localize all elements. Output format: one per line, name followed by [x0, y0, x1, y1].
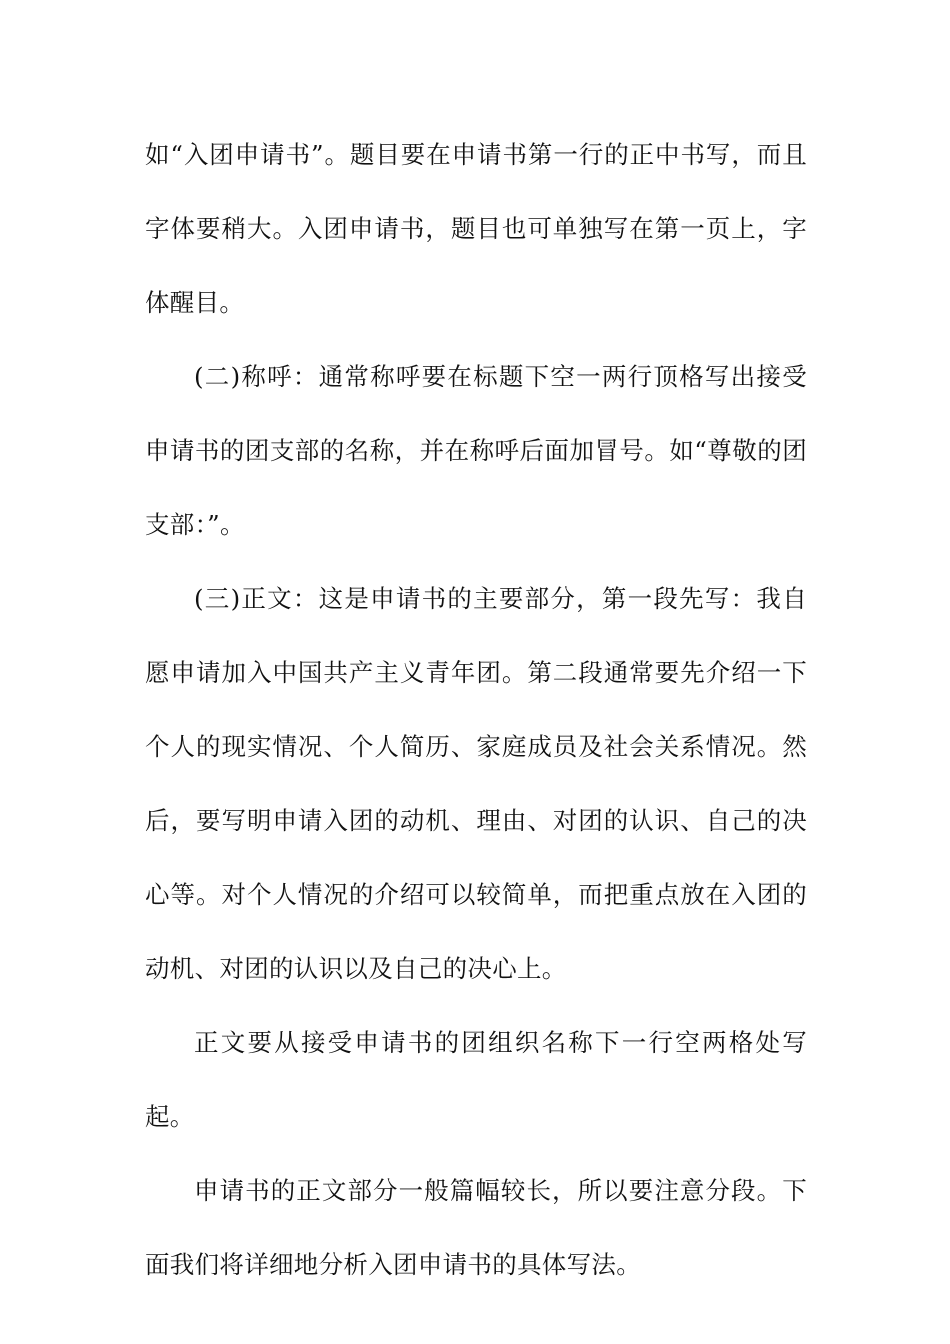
- paragraph-body-length: 申请书的正文部分一般篇幅较长，所以要注意分段。下面我们将详细地分析入团申请书的具体写法。: [145, 1176, 807, 1279]
- paragraph-body-start: 正文要从接受申请书的团组织名称下一行空两格处写起。: [145, 1028, 807, 1131]
- paragraph-salutation: (二)称呼：通常称呼要在标题下空一两行顶格写出接受申请书的团支部的名称，并在称呼后面加冒号。如“尊敬的团支部：”。: [145, 362, 807, 539]
- paragraph-main-body: (三)正文：这是申请书的主要部分，第一段先写：我自愿申请加入中国共产主义青年团。第二段通常要先介绍一下个人的现实情况、个人简历、家庭成员及社会关系情况。然后，要写明申请入团的动机、理由、对团的认识、自己的决心等。对个人情况的介绍可以较简单，而把重点放在入团的动机、对团的认识以及自己的决心上。: [145, 584, 807, 983]
- document-body: [145, 118, 807, 1302]
- paragraph-title-format: 如“入团申请书”。题目要在申请书第一行的正中书写，而且字体要稍大。入团申请书，题目也可单独写在第一页上，字体醒目。: [145, 140, 807, 317]
